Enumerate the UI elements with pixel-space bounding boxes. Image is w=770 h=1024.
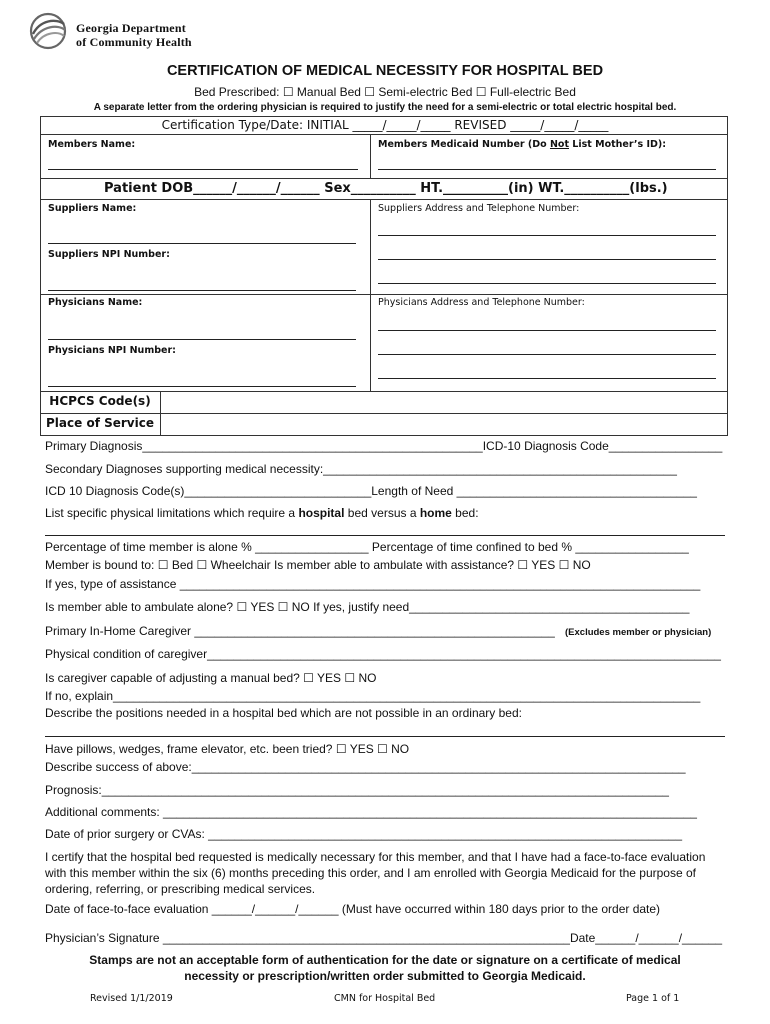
prognosis-line[interactable]: Prognosis:_____________________________________________________________________________________	[45, 783, 669, 797]
secondary-diagnoses-line[interactable]: Secondary Diagnoses supporting medical necessity:_____________________________________________________	[45, 462, 677, 476]
org-name-line1: Georgia Department	[76, 21, 186, 35]
additional-comments-line[interactable]: Additional comments: ________________________________________________________________________________	[45, 805, 697, 819]
physicians-name-field[interactable]	[48, 339, 356, 340]
bound-to-ambulate-assist-line[interactable]: Member is bound to: ☐ Bed ☐ Wheelchair Is member able to ambulate with assistance? ☐ YES ☐ NO	[45, 558, 591, 572]
separate-letter-note: A separate letter from the ordering physician is required to justify the need for a semi-electric or total electric hospital bed.	[93, 102, 677, 113]
members-name-label: Members Name:	[48, 139, 136, 150]
percentage-time-line[interactable]: Percentage of time member is alone % _________________ Percentage of time confined to bed % _________________	[45, 540, 689, 554]
form-title: CERTIFICATION OF MEDICAL NECESSITY FOR HOSPITAL BED	[166, 63, 604, 79]
divider	[370, 199, 371, 391]
positions-needed-field[interactable]	[45, 736, 725, 737]
footer-page-number: Page 1 of 1	[626, 993, 680, 1004]
stamps-warning-line2: necessity or prescription/written order submitted to Georgia Medicaid.	[184, 969, 586, 983]
suppliers-npi-label: Suppliers NPI Number:	[48, 249, 170, 260]
suppliers-npi-field[interactable]	[48, 290, 356, 291]
if-no-explain-line[interactable]: If no, explain________________________________________________________________________________________	[45, 689, 701, 703]
divider	[40, 413, 728, 414]
ambulate-alone-line[interactable]: Is member able to ambulate alone? ☐ YES ☐ NO If yes, justify need__________________________________________	[45, 600, 690, 614]
pillows-tried-line[interactable]: Have pillows, wedges, frame elevator, etc. been tried? ☐ YES ☐ NO	[45, 742, 410, 756]
suppliers-address-field-1[interactable]	[378, 235, 716, 236]
physicians-address-field-2[interactable]	[378, 354, 716, 355]
certification-statement: I certify that the hospital bed requested is medically necessary for this member, and that I have had a face-to-face evaluation with this member within the six (6) months preceding this order, and I am enrolled with Georgia Medicaid for the purpose of ordering, referring, or prescribing medical services.	[45, 850, 706, 896]
physical-limitations-field[interactable]	[45, 535, 725, 536]
caregiver-exclusion-note: (Excludes member or physician)	[565, 627, 712, 638]
assistance-type-line[interactable]: If yes, type of assistance ______________________________________________________________________________	[45, 577, 701, 591]
footer-revised: Revised 1/1/2019	[90, 993, 173, 1004]
suppliers-name-label: Suppliers Name:	[48, 203, 137, 214]
physicians-name-label: Physicians Name:	[48, 297, 143, 308]
org-name-line2: of Community Health	[76, 35, 192, 49]
describe-success-line[interactable]: Describe success of above:__________________________________________________________________________	[45, 760, 686, 774]
divider	[40, 199, 728, 200]
suppliers-name-field[interactable]	[48, 243, 356, 244]
physician-signature-line[interactable]: Physician’s Signature _____________________________________________________________Date______/______/______	[45, 931, 723, 945]
divider	[40, 178, 728, 179]
hcpcs-codes-field[interactable]	[162, 393, 726, 411]
suppliers-address-label: Suppliers Address and Telephone Number:	[378, 203, 580, 214]
patient-dob-sex-ht-wt[interactable]: Patient DOB______/______/______ Sex__________ HT.__________(in) WT.__________(lbs.)	[104, 181, 668, 196]
positions-needed-label: Describe the positions needed in a hospital bed which are not possible in an ordinary bed:	[45, 706, 522, 720]
medicaid-number-label: Members Medicaid Number (Do Not List Mother’s ID):	[378, 139, 667, 150]
primary-caregiver-line[interactable]: Primary In-Home Caregiver ______________________________________________________	[45, 624, 555, 638]
physical-limitations-label: List specific physical limitations which require a hospital bed versus a home bed:	[45, 506, 479, 520]
face-to-face-date-line[interactable]: Date of face-to-face evaluation ______/______/______ (Must have occurred within 180 days prior to the order date)	[45, 902, 661, 916]
suppliers-address-field-3[interactable]	[378, 283, 716, 284]
divider	[40, 391, 728, 392]
divider	[40, 294, 728, 295]
certification-type-date[interactable]: Certification Type/Date: INITIAL _____/_____/_____ REVISED _____/_____/_____	[161, 118, 609, 132]
divider	[40, 134, 728, 135]
footer-doc-name: CMN for Hospital Bed	[334, 993, 436, 1004]
primary-diagnosis-line[interactable]: Primary Diagnosis___________________________________________________ICD-10 Diagnosis Code_________________	[45, 439, 723, 453]
dch-logo-icon	[28, 12, 68, 50]
place-of-service-field[interactable]	[162, 415, 726, 434]
divider	[370, 134, 371, 178]
prior-surgery-line[interactable]: Date of prior surgery or CVAs: _______________________________________________________________________	[45, 827, 683, 841]
physicians-address-field-1[interactable]	[378, 330, 716, 331]
physicians-npi-label: Physicians NPI Number:	[48, 345, 176, 356]
physicians-address-label: Physicians Address and Telephone Number:	[378, 297, 585, 308]
hcpcs-codes-label: HCPCS Code(s)	[49, 394, 151, 408]
adjust-manual-bed-line[interactable]: Is caregiver capable of adjusting a manual bed? ☐ YES ☐ NO	[45, 671, 377, 685]
stamps-warning-line1: Stamps are not an acceptable form of authentication for the date or signature on a certificate of medical	[89, 953, 681, 967]
icd10-codes-length-of-need-line[interactable]: ICD 10 Diagnosis Code(s)____________________________Length of Need ____________________________________	[45, 484, 697, 498]
caregiver-condition-line[interactable]: Physical condition of caregiver_____________________________________________________________________________	[45, 647, 721, 661]
physicians-npi-field[interactable]	[48, 386, 356, 387]
bed-prescribed-options: Bed Prescribed: ☐ Manual Bed ☐ Semi-electric Bed ☐ Full-electric Bed	[194, 85, 576, 99]
place-of-service-label: Place of Service	[46, 416, 154, 430]
suppliers-address-field-2[interactable]	[378, 259, 716, 260]
member-info-box	[40, 116, 728, 436]
physicians-address-field-3[interactable]	[378, 378, 716, 379]
medicaid-number-field[interactable]	[378, 169, 716, 170]
members-name-field[interactable]	[48, 169, 358, 170]
